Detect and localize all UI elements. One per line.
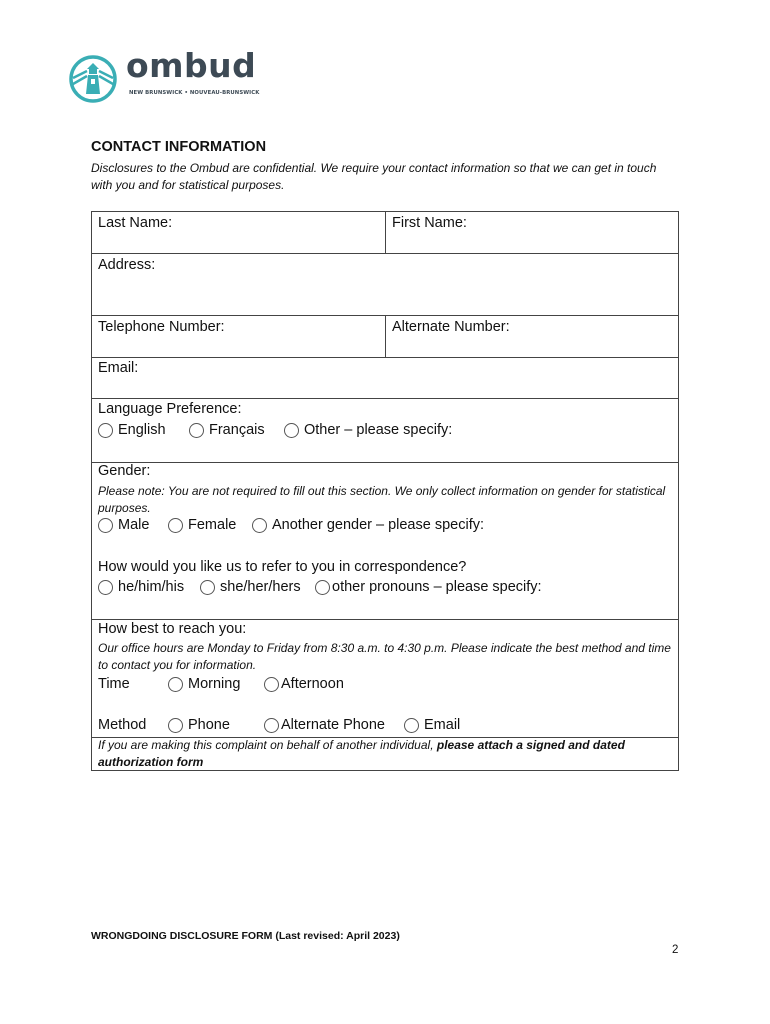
- reach-note: Our office hours are Monday to Friday from 8:30 a.m. to 4:30 p.m. Please indicate the best method and time to contact you for information.: [98, 641, 671, 672]
- telephone-field[interactable]: Telephone Number:: [98, 319, 225, 335]
- language-label: Language Preference:: [98, 401, 242, 417]
- page-number: 2: [672, 944, 679, 956]
- radio-icon[interactable]: [252, 518, 267, 533]
- address-field[interactable]: Address:: [98, 257, 156, 273]
- gender-option-another[interactable]: [252, 517, 484, 533]
- option-label: he/him/his: [118, 579, 185, 595]
- section-intro: Disclosures to the Ombud are confidential. We require your contact information so that we can get in touch with you and for statistical purposes.: [91, 161, 657, 192]
- pronoun-option-he[interactable]: [98, 579, 184, 595]
- radio-icon[interactable]: [98, 423, 113, 438]
- radio-icon[interactable]: [168, 518, 183, 533]
- option-label: Male: [118, 517, 150, 533]
- language-option-other[interactable]: [284, 422, 452, 438]
- behalf-text: If you are making this complaint on behalf of another individual,: [98, 738, 437, 752]
- option-label: Alternate Phone: [281, 717, 385, 733]
- option-label: Other – please specify:: [304, 422, 453, 438]
- last-name-field[interactable]: Last Name:: [98, 215, 173, 231]
- ombud-logo: [68, 46, 268, 104]
- email-field[interactable]: Email:: [98, 360, 139, 376]
- gender-option-male[interactable]: [98, 517, 149, 533]
- divider: [92, 619, 678, 620]
- radio-icon[interactable]: [284, 423, 299, 438]
- radio-icon[interactable]: [98, 580, 113, 595]
- section-title: CONTACT INFORMATION: [91, 139, 267, 155]
- divider: [385, 315, 386, 357]
- radio-icon[interactable]: [264, 677, 279, 692]
- option-label: Morning: [188, 676, 241, 692]
- first-name-field[interactable]: First Name:: [392, 215, 467, 231]
- radio-icon[interactable]: [264, 718, 279, 733]
- logo-wordmark: ombud: [126, 46, 257, 85]
- logo-subtitle: NEW BRUNSWICK • NOUVEAU-BRUNSWICK: [129, 90, 260, 96]
- gender-label: Gender:: [98, 463, 151, 479]
- pronoun-option-other[interactable]: [315, 579, 542, 595]
- contact-form-table: [91, 211, 679, 771]
- method-option-phone[interactable]: [168, 717, 230, 733]
- radio-icon[interactable]: [200, 580, 215, 595]
- divider: [92, 357, 678, 358]
- option-label: Another gender – please specify:: [272, 517, 484, 533]
- language-option-french[interactable]: [189, 422, 265, 438]
- option-label: Afternoon: [281, 676, 344, 692]
- behalf-note: [98, 737, 676, 771]
- behalf-bold-text: please attach a signed and dated authorization form: [98, 738, 625, 769]
- radio-icon[interactable]: [168, 718, 183, 733]
- radio-icon[interactable]: [98, 518, 113, 533]
- pronoun-question: How would you like us to refer to you in correspondence?: [98, 559, 467, 575]
- option-label: Phone: [188, 717, 230, 733]
- method-option-alternate-phone[interactable]: [264, 717, 385, 733]
- divider: [92, 462, 678, 463]
- option-label: Email: [424, 717, 461, 733]
- radio-icon[interactable]: [404, 718, 419, 733]
- method-label: Method: [98, 717, 147, 733]
- option-label: Female: [188, 517, 237, 533]
- gender-note: Please note: You are not required to fill out this section. We only collect information on gender for statistical purposes.: [98, 484, 666, 515]
- radio-icon[interactable]: [189, 423, 204, 438]
- time-option-afternoon[interactable]: [264, 676, 344, 692]
- reach-label: How best to reach you:: [98, 621, 247, 637]
- time-label: Time: [98, 676, 130, 692]
- language-option-english[interactable]: [98, 422, 166, 438]
- option-label: English: [118, 422, 166, 438]
- alternate-number-field[interactable]: Alternate Number:: [392, 319, 510, 335]
- method-option-email[interactable]: [404, 717, 460, 733]
- radio-icon[interactable]: [315, 580, 330, 595]
- divider: [385, 212, 386, 253]
- radio-icon[interactable]: [168, 677, 183, 692]
- option-label: Français: [209, 422, 265, 438]
- option-label: other pronouns – please specify:: [332, 579, 542, 595]
- gender-option-female[interactable]: [168, 517, 236, 533]
- lighthouse-icon: [68, 54, 118, 104]
- divider: [92, 398, 678, 399]
- time-option-morning[interactable]: [168, 676, 240, 692]
- footer-form-title: WRONGDOING DISCLOSURE FORM (Last revised: April 2023): [91, 930, 400, 942]
- pronoun-option-she[interactable]: [200, 579, 301, 595]
- divider: [92, 253, 678, 254]
- option-label: she/her/hers: [220, 579, 301, 595]
